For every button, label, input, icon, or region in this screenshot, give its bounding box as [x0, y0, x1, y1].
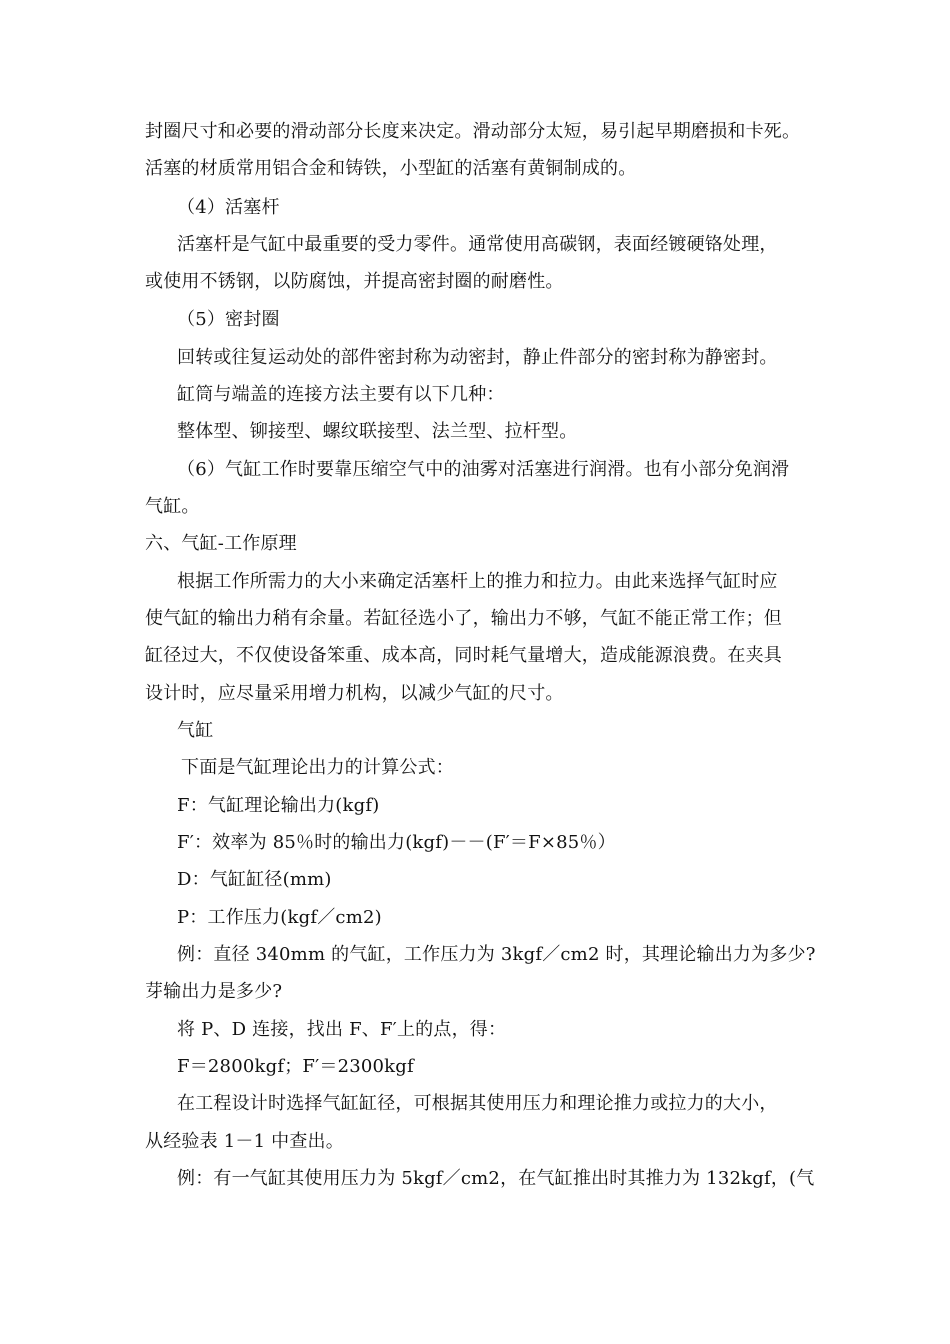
- section-heading-working-principle: 六、气缸-工作原理: [145, 533, 297, 554]
- paragraph-line: 设计时，应尽量采用增力机构，以减少气缸的尺寸。: [145, 683, 564, 704]
- formula-line: P：工作压力(kgf／cm2): [177, 907, 382, 928]
- paragraph-line: 例：直径 340mm 的气缸，工作压力为 3kgf／cm2 时，其理论输出力为多少?: [177, 944, 816, 965]
- paragraph-line: 缸筒与端盖的连接方法主要有以下几种：: [177, 384, 505, 405]
- section-heading-seal: （5）密封圈: [177, 309, 280, 330]
- paragraph-line: 使气缸的输出力稍有余量。若缸径选小了，输出力不够，气缸不能正常工作；但: [145, 608, 782, 629]
- paragraph-line: 下面是气缸理论出力的计算公式：: [181, 757, 454, 778]
- paragraph-line: 回转或往复运动处的部件密封称为动密封，静止件部分的密封称为静密封。: [177, 347, 778, 368]
- paragraph-line: 在工程设计时选择气缸缸径，可根据其使用压力和理论推力或拉力的大小，: [177, 1093, 778, 1114]
- paragraph-line: 例：有一气缸其使用压力为 5kgf／cm2，在气缸推出时其推力为 132kgf，(气: [177, 1168, 815, 1189]
- paragraph-line: 活塞杆是气缸中最重要的受力零件。通常使用高碳钢，表面经镀硬铬处理，: [177, 234, 778, 255]
- paragraph-line: 将 P、D 连接，找出 F、F′上的点，得：: [177, 1019, 507, 1040]
- paragraph-line: 封圈尺寸和必要的滑动部分长度来决定。滑动部分太短，易引起早期磨损和卡死。: [145, 121, 801, 142]
- paragraph-line: （6）气缸工作时要靠压缩空气中的油雾对活塞进行润滑。也有小部分免润滑: [177, 459, 790, 480]
- paragraph-line: 气缸。: [145, 496, 200, 517]
- paragraph-line: 根据工作所需力的大小来确定活塞杆上的推力和拉力。由此来选择气缸时应: [177, 571, 778, 592]
- paragraph-line: 活塞的材质常用铝合金和铸铁，小型缸的活塞有黄铜制成的。: [145, 158, 637, 179]
- formula-line: F′：效率为 85％时的输出力(kgf)－－(F′＝F×85％）: [177, 832, 616, 853]
- paragraph-line: 整体型、铆接型、螺纹联接型、法兰型、拉杆型。: [177, 421, 578, 442]
- paragraph-line: 从经验表 1－1 中查出。: [145, 1131, 344, 1152]
- paragraph-line: 芽输出力是多少?: [145, 981, 283, 1002]
- paragraph-line: 气缸: [177, 720, 214, 741]
- paragraph-line: 或使用不锈钢，以防腐蚀，并提高密封圈的耐磨性。: [145, 271, 564, 292]
- formula-line: D：气缸缸径(mm): [177, 869, 332, 890]
- paragraph-line: 缸径过大，不仅使设备笨重、成本高，同时耗气量增大，造成能源浪费。在夹具: [145, 645, 782, 666]
- section-heading-piston-rod: （4）活塞杆: [177, 197, 280, 218]
- formula-line: F＝2800kgf；F′＝2300kgf: [177, 1056, 414, 1077]
- formula-line: F：气缸理论输出力(kgf): [177, 795, 380, 816]
